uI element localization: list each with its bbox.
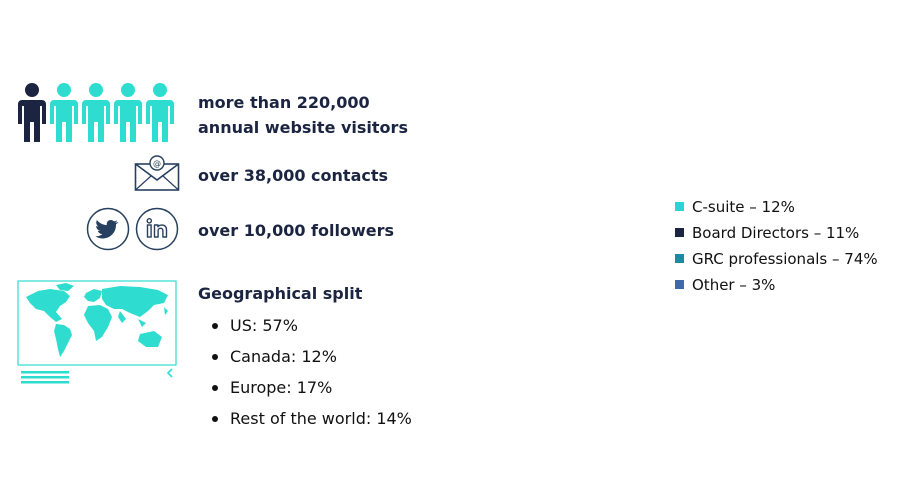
visitors-line-1: more than 220,000 [198, 93, 370, 112]
twitter-icon [86, 207, 130, 251]
legend-item [675, 195, 878, 221]
envelope-icon [134, 154, 180, 192]
followers-stat: over 10,000 followers [198, 221, 395, 240]
people-icon-group [14, 82, 184, 144]
contacts-stat: over 38,000 contacts [198, 166, 389, 185]
svg-text:@: @ [153, 159, 161, 168]
audience-legend [675, 195, 878, 299]
geo-split-title: Geographical split [198, 284, 363, 303]
person-icon [82, 83, 110, 142]
list-item: Europe: 17% [212, 375, 412, 406]
legend-swatch [675, 202, 684, 211]
visitors-line-2: annual website visitors [198, 118, 408, 137]
list-item: Canada: 12% [212, 344, 412, 375]
world-map-icon [16, 279, 180, 387]
list-item: Rest of the world: 14% [212, 406, 412, 437]
list-item: US: 57% [212, 313, 412, 344]
person-icon [18, 83, 46, 142]
person-icon [114, 83, 142, 142]
legend-swatch [675, 280, 684, 289]
legend-swatch [675, 228, 684, 237]
geo-split-list [212, 313, 412, 437]
legend-label: Board Directors – 11% [692, 224, 860, 242]
visitors-stat [198, 90, 408, 140]
legend-label: C-suite – 12% [692, 198, 795, 216]
person-icon [146, 83, 174, 142]
linkedin-icon [135, 207, 179, 251]
legend-item [675, 247, 878, 273]
legend-label: GRC professionals – 74% [692, 250, 878, 268]
person-icon [50, 83, 78, 142]
legend-label: Other – 3% [692, 276, 776, 294]
legend-swatch [675, 254, 684, 263]
legend-item [675, 221, 878, 247]
legend-item [675, 273, 878, 299]
